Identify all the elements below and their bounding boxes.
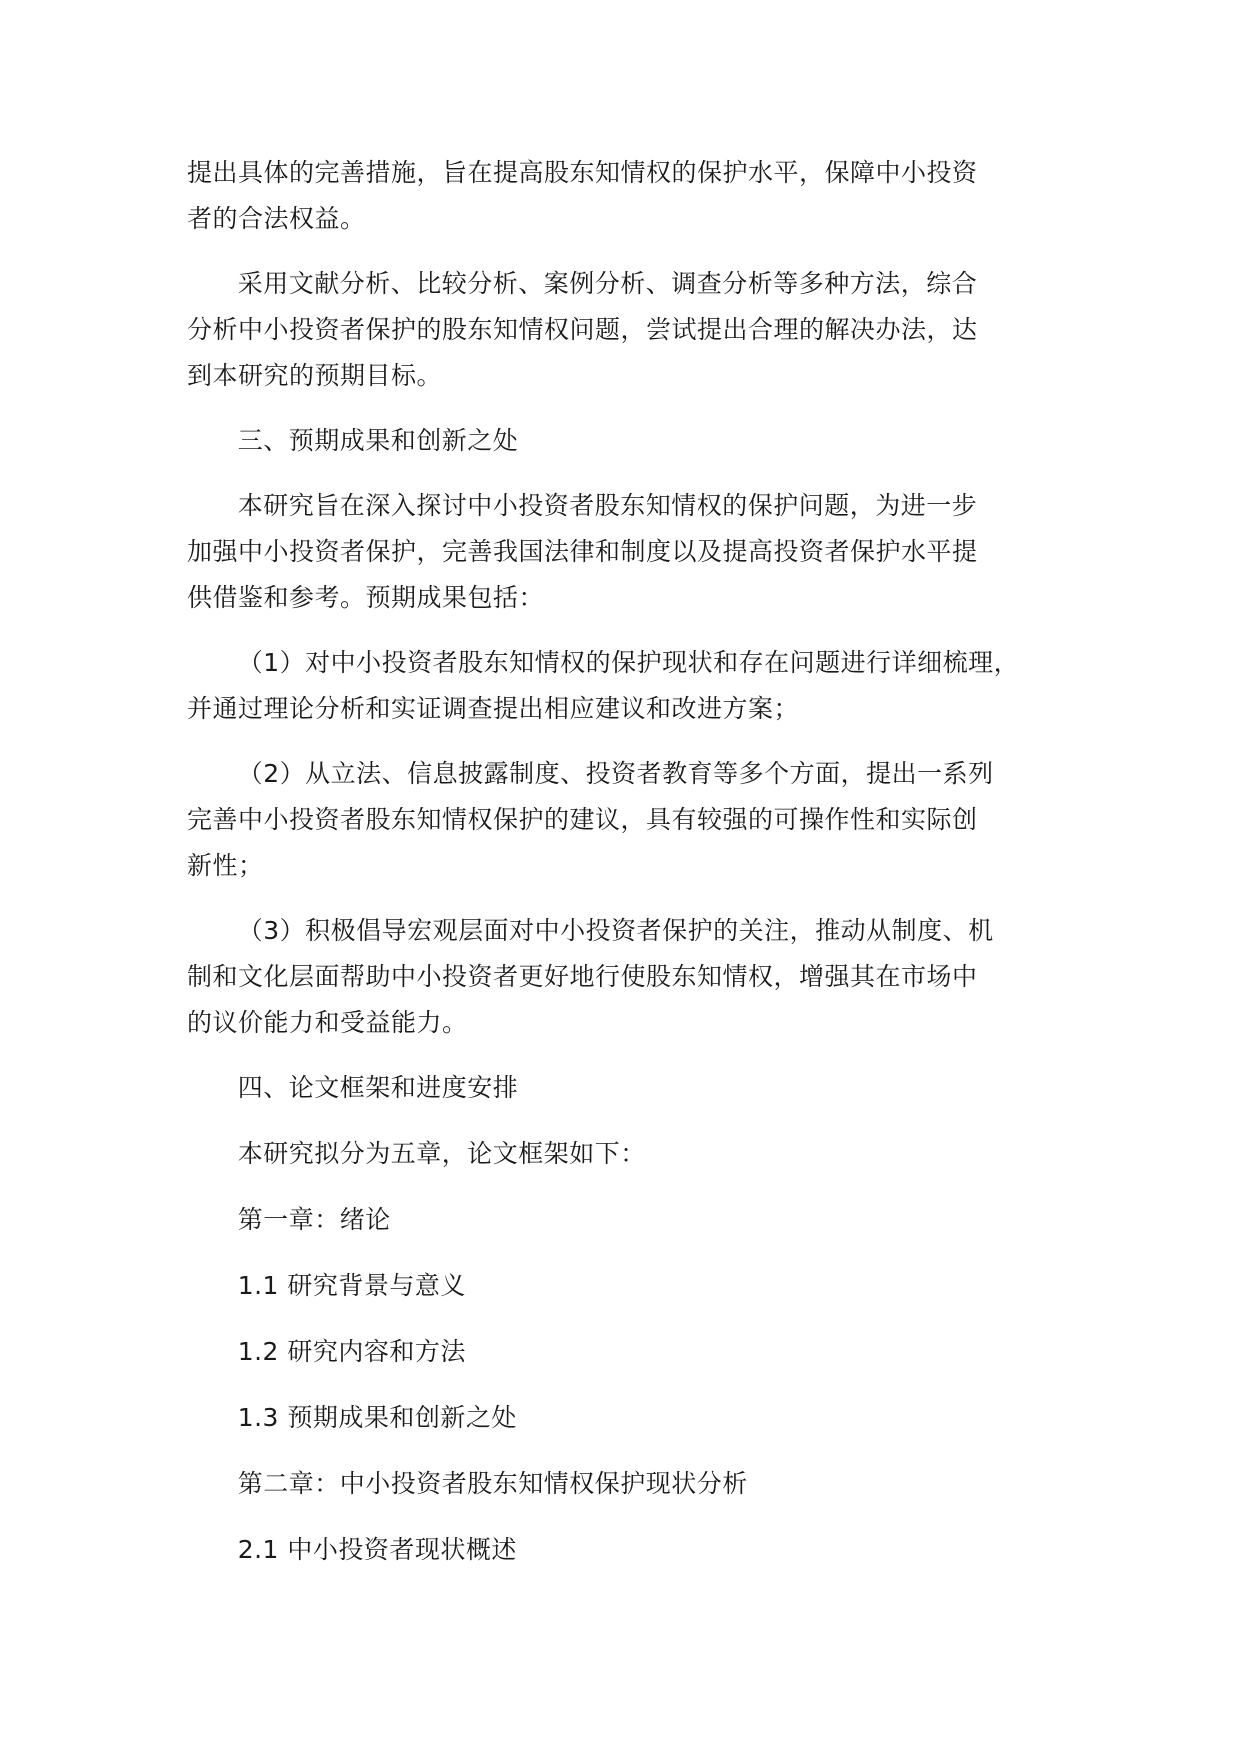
- paragraph-result-3: [187, 908, 1087, 1046]
- text-line: 者的合法权益。: [187, 204, 366, 233]
- outline-chapter-1: 第一章：绪论: [187, 1205, 391, 1234]
- text-line: 加强中小投资者保护，完善我国法律和制度以及提高投资者保护水平提: [187, 537, 978, 566]
- document-body: [187, 150, 1087, 1573]
- text-line: 分析中小投资者保护的股东知情权问题，尝试提出合理的解决办法，达: [187, 315, 978, 344]
- text-line: 新性；: [187, 851, 264, 880]
- text-line: 的议价能力和受益能力。: [187, 1008, 468, 1037]
- framework-intro: 本研究拟分为五章，论文框架如下：: [187, 1139, 646, 1168]
- outline-section-2-1: 2.1 中小投资者现状概述: [187, 1535, 517, 1564]
- text-line: 并通过理论分析和实证调查提出相应建议和改进方案；: [187, 694, 800, 723]
- outline-section-1-1: 1.1 研究背景与意义: [187, 1271, 466, 1300]
- paragraph-result-1: [187, 640, 1087, 732]
- text-line: 提出具体的完善措施，旨在提高股东知情权的保护水平，保障中小投资: [187, 158, 978, 187]
- text-line: 供借鉴和参考。预期成果包括：: [187, 583, 545, 612]
- outline-chapter-2: 第二章：中小投资者股东知情权保护现状分析: [187, 1469, 748, 1498]
- text-line: 采用文献分析、比较分析、案例分析、调查分析等多种方法，综合: [187, 269, 978, 298]
- text-line: （2）从立法、信息披露制度、投资者教育等多个方面，提出一系列: [187, 759, 994, 788]
- section-heading-expected-results: 三、预期成果和创新之处: [187, 426, 519, 455]
- outline-section-1-3: 1.3 预期成果和创新之处: [187, 1403, 517, 1432]
- section-heading-framework: 四、论文框架和进度安排: [187, 1073, 519, 1102]
- text-line: 本研究旨在深入探讨中小投资者股东知情权的保护问题，为进一步: [187, 491, 978, 520]
- paragraph-result-2: [187, 751, 1087, 889]
- outline-section-1-2: 1.2 研究内容和方法: [187, 1337, 466, 1366]
- paragraph-measures-conclusion: [187, 150, 1087, 242]
- paragraph-research-aim: [187, 483, 1087, 621]
- text-line: （1）对中小投资者股东知情权的保护现状和存在问题进行详细梳理，: [187, 648, 1020, 677]
- paragraph-methods: [187, 261, 1087, 399]
- text-line: 制和文化层面帮助中小投资者更好地行使股东知情权，增强其在市场中: [187, 962, 978, 991]
- text-line: 完善中小投资者股东知情权保护的建议，具有较强的可操作性和实际创: [187, 805, 978, 834]
- text-line: 到本研究的预期目标。: [187, 361, 443, 390]
- text-line: （3）积极倡导宏观层面对中小投资者保护的关注，推动从制度、机: [187, 916, 994, 945]
